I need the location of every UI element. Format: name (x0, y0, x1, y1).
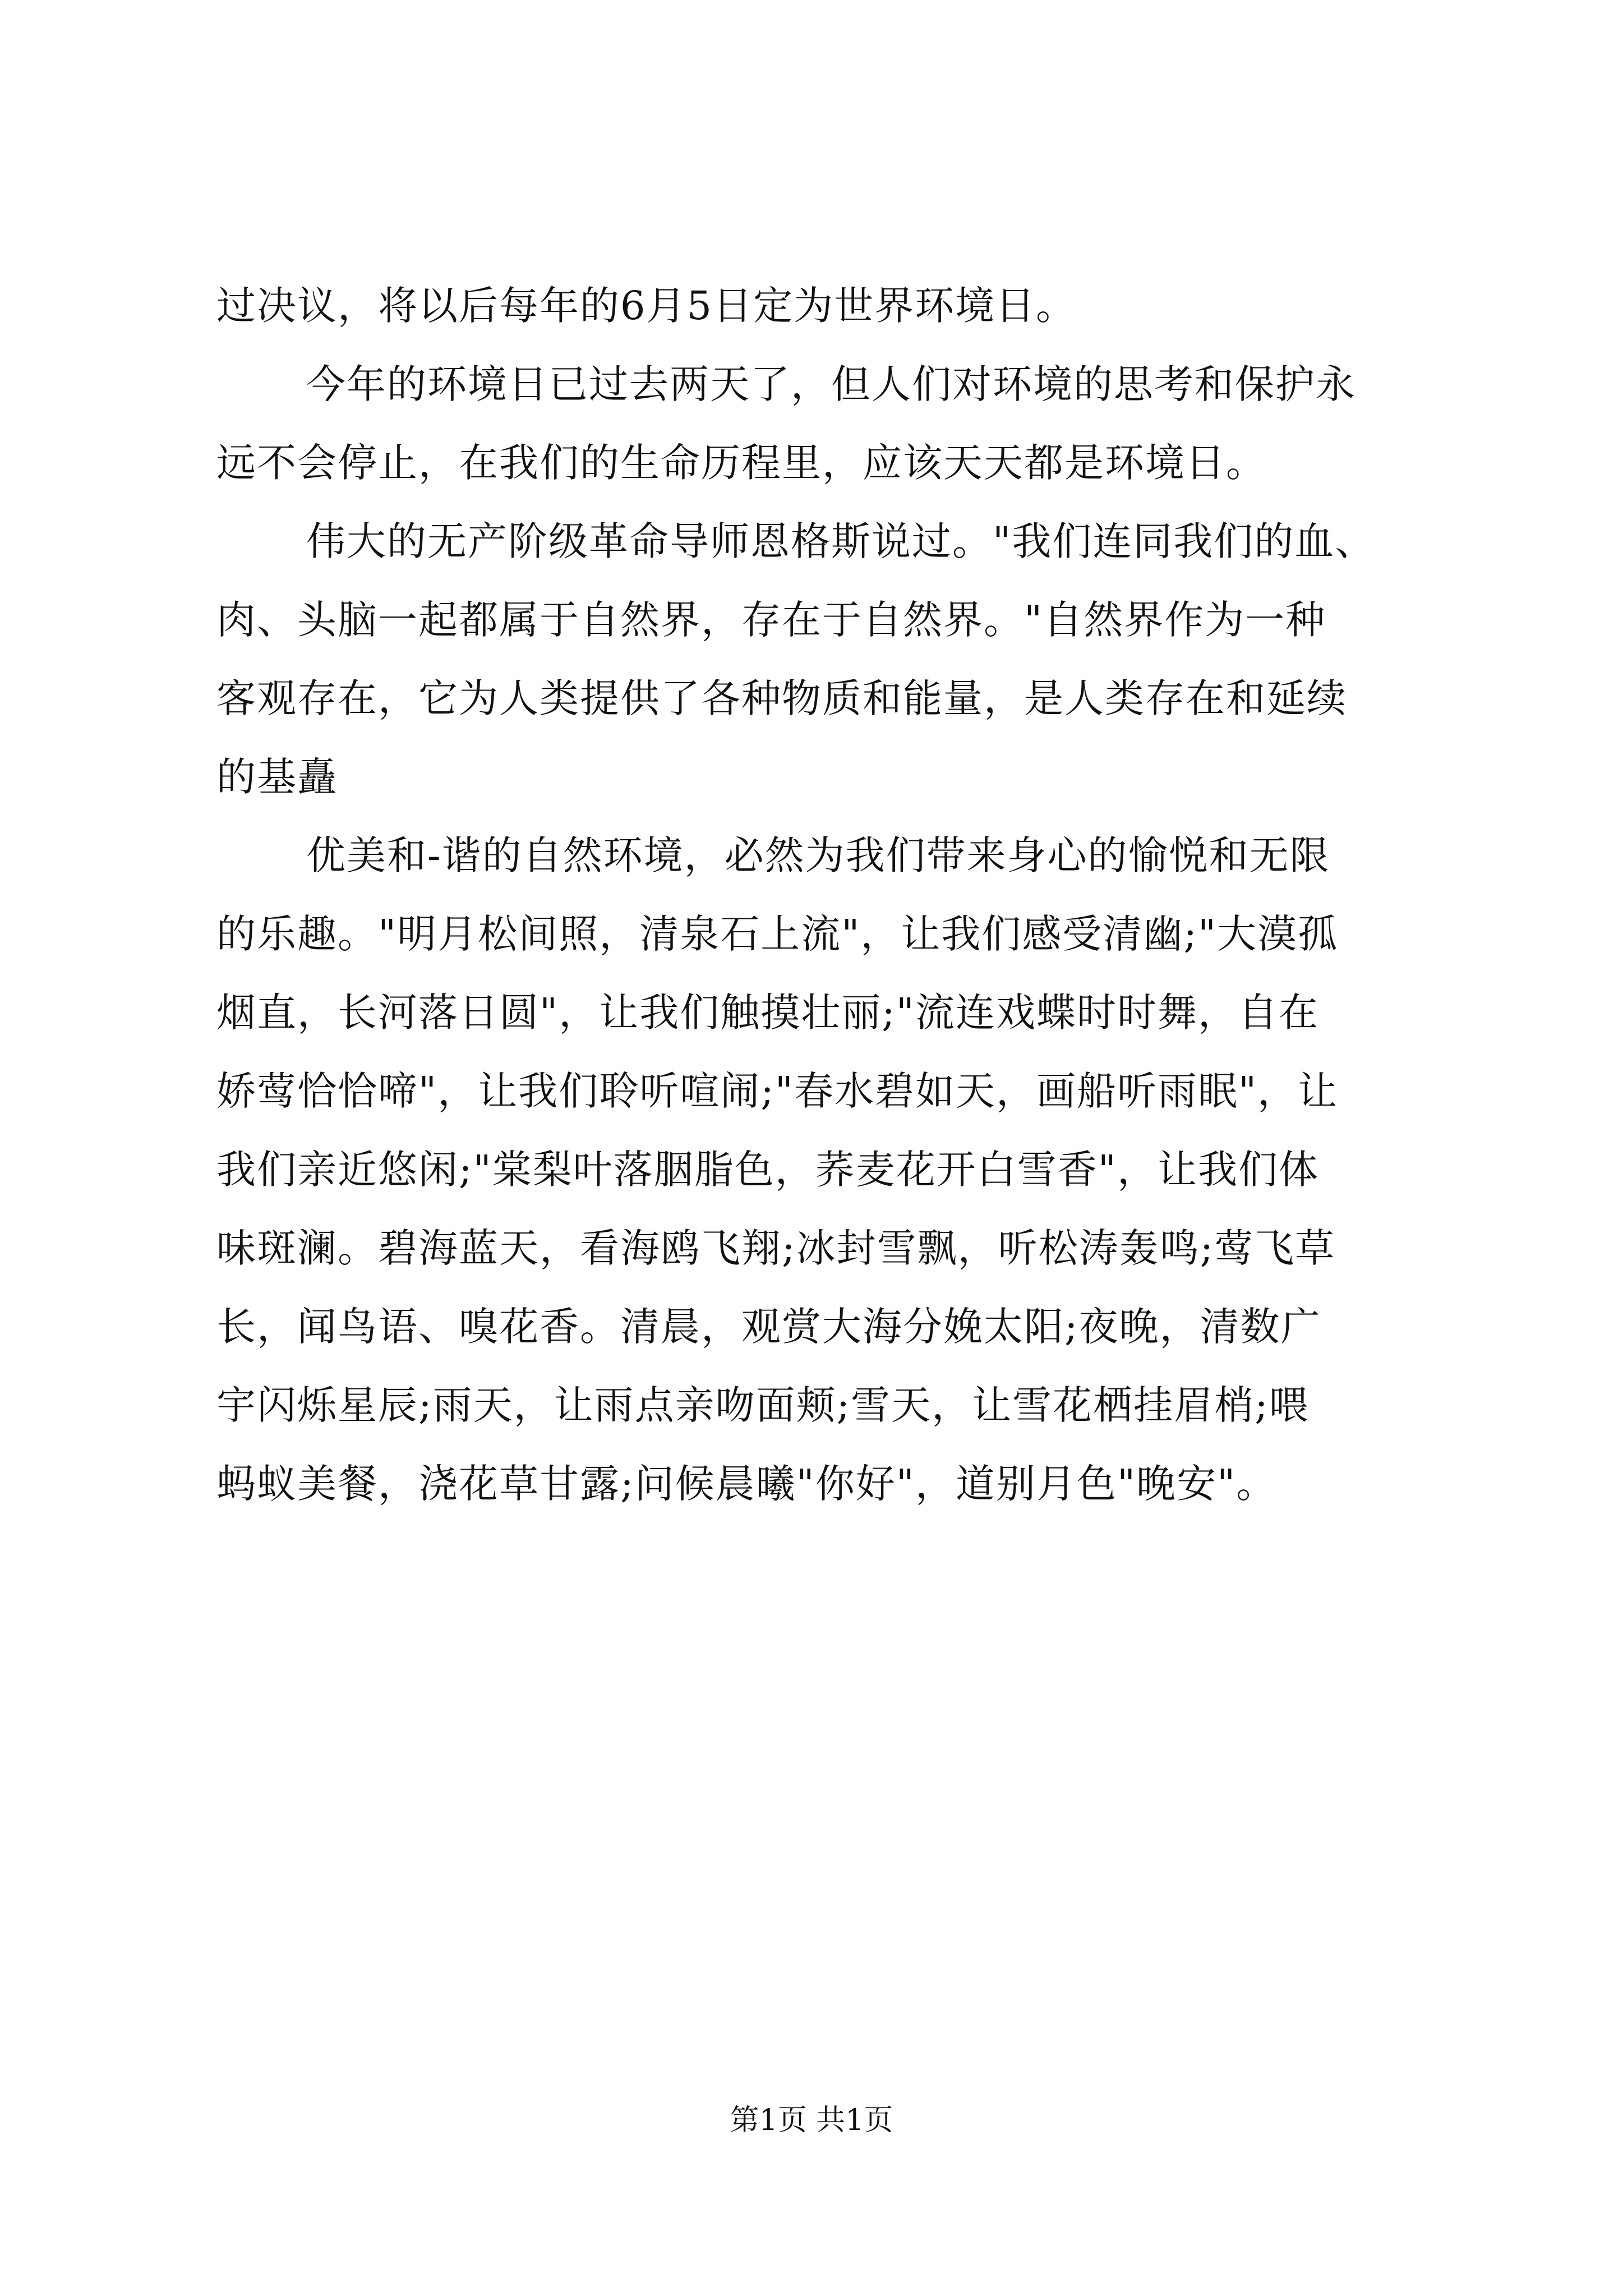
page-number-footer: 第1页 共1页 (730, 2104, 893, 2137)
text-line: 客观存在，它为人类提供了各种物质和能量，是人类存在和延续 (216, 675, 1347, 721)
text-line: 我们亲近悠闲;"棠梨叶落胭脂色，荞麦花开白雪香"，让我们体 (216, 1147, 1319, 1193)
text-line: 远不会停止，在我们的生命历程里，应该天天都是环境日。 (216, 440, 1266, 486)
text-line: 长，闻鸟语、嗅花香。清晨，观赏大海分娩太阳;夜晚，清数广 (216, 1304, 1321, 1350)
body-text (216, 266, 1450, 1523)
text-line: 今年的环境日已过去两天了，但人们对环境的思考和保护永 (306, 361, 1356, 407)
text-line: 味斑澜。碧海蓝天，看海鸥飞翔;冰封雪飘，听松涛轰鸣;莺飞草 (216, 1225, 1336, 1271)
text-line: 烟直，长河落日圆"，让我们触摸壮丽;"流连戏蝶时时舞，自在 (216, 990, 1319, 1036)
text-line: 伟大的无产阶级革命导师恩格斯说过。"我们连同我们的血、 (306, 518, 1376, 564)
text-line: 娇莺恰恰啼"，让我们聆听喧闹;"春水碧如天，画船听雨眠"，让 (216, 1068, 1339, 1114)
text-line: 优美和-谐的自然环境，必然为我们带来身心的愉悦和无限 (306, 832, 1330, 878)
text-line: 的乐趣。"明月松间照，清泉石上流"，让我们感受清幽;"大漠孤 (216, 911, 1339, 957)
text-line: 的基矗 (216, 754, 338, 800)
text-line: 蚂蚁美餐，浇花草甘露;问候晨曦"你好"，道别月色"晚安"。 (216, 1461, 1277, 1507)
text-line: 肉、头脑一起都属于自然界，存在于自然界。"自然界作为一种 (216, 597, 1326, 643)
text-line: 宇闪烁星辰;雨天，让雨点亲吻面颊;雪天，让雪花栖挂眉梢;喂 (216, 1382, 1310, 1428)
text-line: 过决议，将以后每年的6月5日定为世界环境日。 (216, 283, 1077, 329)
